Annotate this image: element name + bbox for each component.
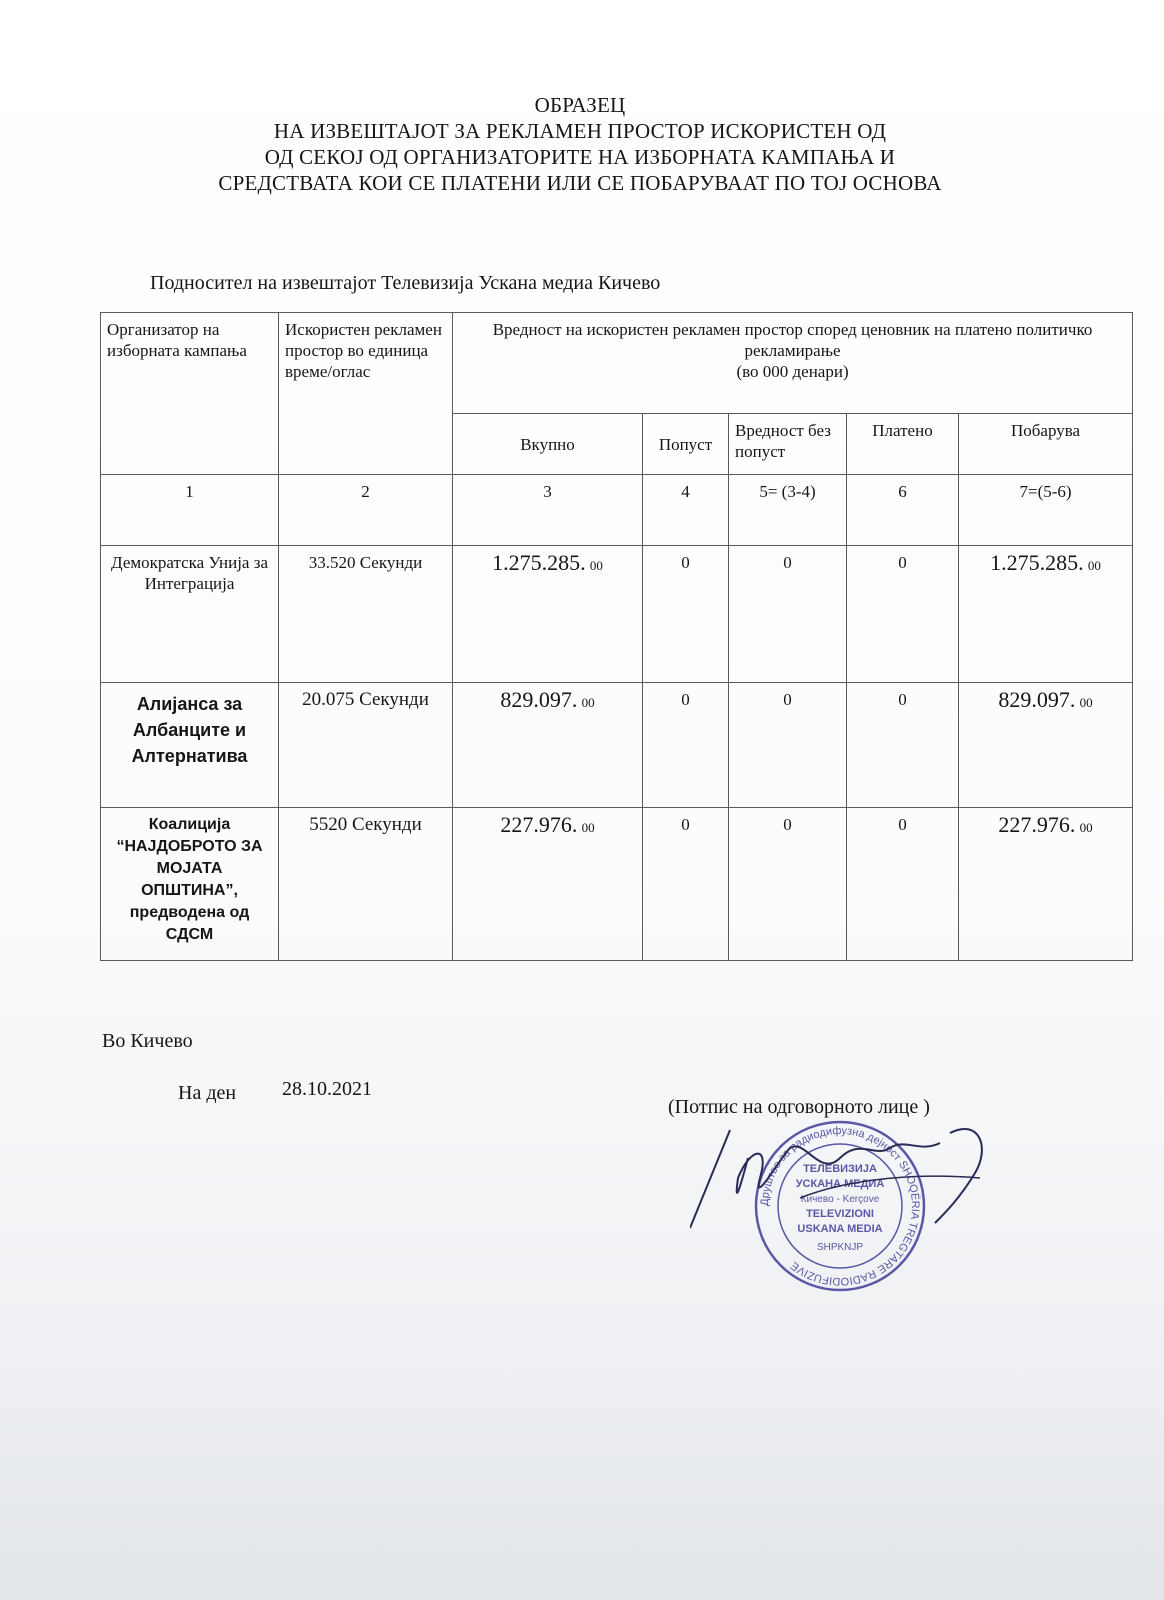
column-number-row <box>101 475 1133 546</box>
header-paid: Платено <box>847 414 959 475</box>
stamp-line-4: TELEVIZIONI <box>806 1208 874 1220</box>
title-line-2: НА ИЗВЕШТАЈОТ ЗА РЕКЛАМЕН ПРОСТОР ИСКОРИСТЕН ОД <box>273 119 887 143</box>
header-value-unit: (во 000 денари) <box>736 362 849 381</box>
signature-label: (Потпис на одговорното лице ) <box>668 1096 930 1118</box>
stamp-line-2: УСКАНА МЕДИА <box>795 1178 885 1190</box>
col-num-4: 4 <box>643 475 729 546</box>
submitter-line: Подносител на извештајот Телевизија Ускана медиа Кичево <box>150 272 661 294</box>
report-table <box>100 312 1133 961</box>
col-num-3: 3 <box>453 475 643 546</box>
organizer-cell: Алијанса за Албанците и Алтернатива <box>101 683 279 808</box>
discount-cell: 0 <box>643 808 729 961</box>
header-total: Вкупно <box>453 414 643 475</box>
header-value-no-discount: Вредност без попуст <box>729 414 847 475</box>
title-line-1: ОБРАЗЕЦ <box>534 93 626 117</box>
place-line: Во Кичево <box>102 1030 193 1052</box>
stamp-line-5: USKANA MEDIA <box>797 1223 883 1235</box>
claim-cell <box>959 546 1133 683</box>
header-organizer: Организатор на изборната кампања <box>101 313 279 475</box>
title-line-4: СРЕДСТВАТА КОИ СЕ ПЛАТЕНИ ИЛИ СЕ ПОБАРУВААТ ПО ТОЈ ОСНОВА <box>218 171 942 195</box>
used-space-cell: 20.075 Секунди <box>279 683 453 808</box>
col-num-5: 5= (3-4) <box>729 475 847 546</box>
stamp-line-6: SHPKNJP <box>816 1242 864 1253</box>
discount-cell: 0 <box>643 546 729 683</box>
discount-cell: 0 <box>643 683 729 808</box>
table-row <box>101 808 1133 961</box>
paid-cell: 0 <box>847 683 959 808</box>
stamp-line-3: Кичево - Kerçove <box>800 1194 880 1205</box>
organizer-cell: Демократска Унија за Интеграција <box>101 546 279 683</box>
date-label: На ден <box>178 1082 237 1104</box>
total-decimals: 00 <box>581 820 595 835</box>
col-num-6: 6 <box>847 475 959 546</box>
used-space-cell: 5520 Секунди <box>279 808 453 961</box>
organizer-cell: Коалиција “НАЈДОБРОТО ЗА МОЈАТА ОПШТИНА”, предводена од СДСМ <box>101 808 279 961</box>
total-cell <box>453 808 643 961</box>
header-claim: Побарува <box>959 414 1133 475</box>
stamp-ring-path-text: Друштво за радиодифузна дејност SHOQËRIA TREGTARE RADIODIFUZIVE <box>758 1124 922 1288</box>
date-value: 28.10.2021 <box>282 1078 372 1100</box>
header-row-1 <box>101 313 1133 414</box>
handwritten-signature <box>690 1118 1010 1248</box>
total-value: 227.976. <box>500 812 578 837</box>
claim-decimals: 00 <box>1079 820 1093 835</box>
claim-value: 227.976. <box>998 812 1076 837</box>
table-row <box>101 683 1133 808</box>
no-discount-cell: 0 <box>729 546 847 683</box>
col-num-1: 1 <box>101 475 279 546</box>
total-decimals: 00 <box>581 695 595 710</box>
total-decimals: 00 <box>589 558 603 573</box>
stamp-line-1: ТЕЛЕВИЗИЈА <box>803 1163 877 1175</box>
header-discount: Попуст <box>643 414 729 475</box>
total-value: 1.275.285. <box>492 550 586 575</box>
used-space-cell: 33.520 Секунди <box>279 546 453 683</box>
header-value-text: Вредност на искористен рекламен простор според ценовник на платено политичко рекламирање <box>492 320 1093 360</box>
no-discount-cell: 0 <box>729 683 847 808</box>
paid-cell: 0 <box>847 808 959 961</box>
claim-cell <box>959 808 1133 961</box>
claim-decimals: 00 <box>1079 695 1093 710</box>
total-cell <box>453 683 643 808</box>
table-row <box>101 546 1133 683</box>
no-discount-cell: 0 <box>729 808 847 961</box>
total-value: 829.097. <box>500 687 578 712</box>
claim-value: 1.275.285. <box>990 550 1084 575</box>
claim-value: 829.097. <box>998 687 1076 712</box>
total-cell <box>453 546 643 683</box>
col-num-2: 2 <box>279 475 453 546</box>
title-line-3: ОД СЕКОЈ ОД ОРГАНИЗАТОРИТЕ НА ИЗБОРНАТА КАМПАЊА И <box>264 145 896 169</box>
document-title <box>150 92 1010 196</box>
header-used-space: Искористен рекламен простор во единица време/оглас <box>279 313 453 475</box>
claim-cell <box>959 683 1133 808</box>
header-value <box>453 313 1133 414</box>
claim-decimals: 00 <box>1087 558 1101 573</box>
paid-cell: 0 <box>847 546 959 683</box>
col-num-7: 7=(5-6) <box>959 475 1133 546</box>
